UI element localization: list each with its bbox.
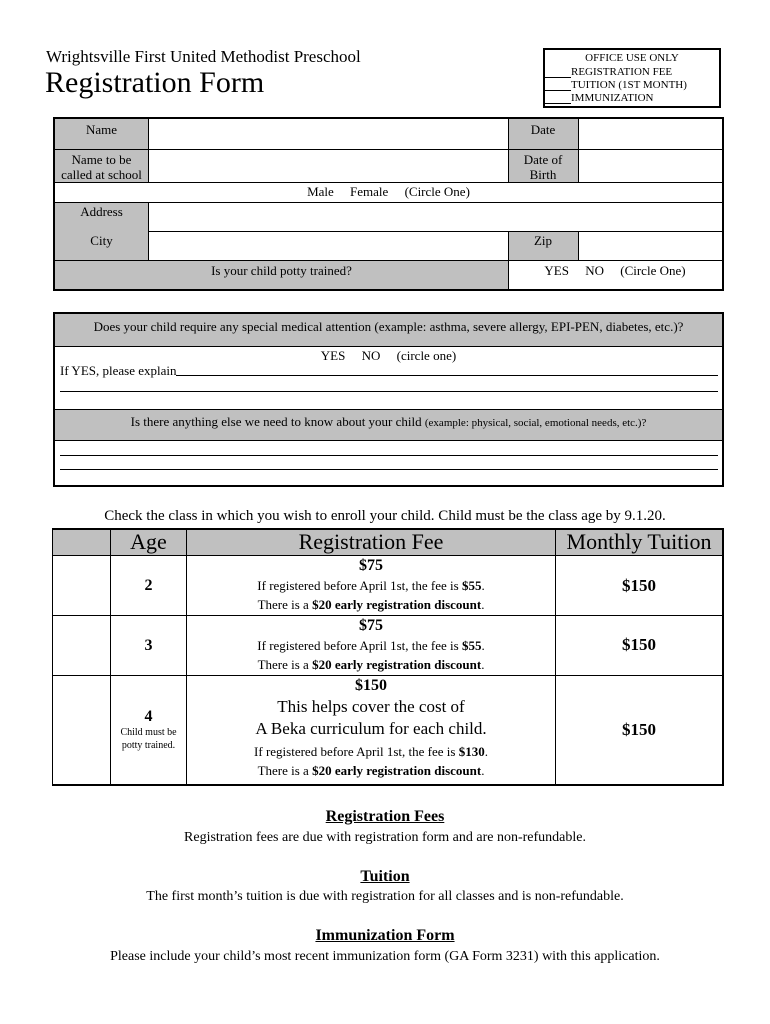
tuition-heading: Tuition bbox=[360, 868, 410, 885]
name-label: Name bbox=[85, 122, 118, 137]
tuition-cell: $150 bbox=[622, 720, 656, 739]
class-check-cell[interactable] bbox=[53, 676, 110, 784]
potty-answer: YES NO (Circle One) bbox=[544, 263, 686, 278]
office-use-item: TUITION (1ST MONTH) bbox=[545, 79, 687, 91]
child-info-table bbox=[53, 117, 724, 291]
zip-field[interactable] bbox=[579, 232, 722, 260]
other-answer-lines[interactable] bbox=[60, 441, 718, 481]
age-cell: 2 bbox=[144, 577, 153, 594]
medical-explain-line[interactable] bbox=[60, 363, 718, 379]
registration-fees-text: Registration fees are due with registration form and are non-refundable. bbox=[184, 830, 586, 845]
city-label: City bbox=[90, 233, 113, 248]
address-field[interactable] bbox=[149, 203, 722, 231]
address-label: Address bbox=[80, 204, 123, 219]
gender-choice: Male Female (Circle One) bbox=[307, 184, 470, 199]
other-question: Is there anything else we need to know about your child (example: physical, social, emotional needs, etc.)? bbox=[130, 414, 647, 429]
office-use-box bbox=[543, 48, 721, 108]
medical-table bbox=[53, 312, 724, 487]
fee-cell: $150 This helps cover the cost of A Beka curriculum for each child. If registered before April 1st, the fee is $130. There is a $20 early registration discount. bbox=[254, 677, 488, 778]
age-cell: 4 Child must be potty trained. bbox=[120, 708, 177, 751]
fee-cell: $75 If registered before April 1st, the fee is $55. There is a $20 early registration discount. bbox=[257, 557, 485, 612]
fee-header: Registration Fee bbox=[298, 529, 444, 554]
dob-field[interactable] bbox=[579, 150, 722, 182]
class-table bbox=[52, 528, 724, 785]
medical-yesno: YES NO (circle one) bbox=[320, 348, 457, 363]
enroll-instruction: Check the class in which you wish to enroll your child. Child must be the class age by 9.1.20. bbox=[104, 508, 666, 524]
office-use-title: OFFICE USE ONLY bbox=[585, 52, 679, 64]
age-cell: 3 bbox=[144, 637, 153, 654]
city-field[interactable] bbox=[149, 232, 507, 260]
page-title: Registration Form bbox=[45, 66, 265, 99]
medical-explain-label: If YES, please explain bbox=[60, 363, 177, 378]
dob-label: Date of Birth bbox=[523, 152, 563, 182]
name-field[interactable] bbox=[149, 119, 507, 149]
fee-cell: $75 If registered before April 1st, the fee is $55. There is a $20 early registration discount. bbox=[257, 617, 485, 672]
office-use-item: REGISTRATION FEE bbox=[545, 66, 672, 78]
org-name: Wrightsville First United Methodist Preschool bbox=[46, 47, 361, 66]
class-check-cell[interactable] bbox=[53, 616, 110, 675]
called-name-field[interactable] bbox=[149, 150, 507, 182]
zip-label: Zip bbox=[533, 233, 553, 248]
immunization-text: Please include your child’s most recent immunization form (GA Form 3231) with this application. bbox=[110, 949, 660, 964]
registration-fees-heading: Registration Fees bbox=[325, 808, 445, 825]
immunization-heading: Immunization Form bbox=[315, 927, 455, 944]
office-use-item: IMMUNIZATION bbox=[545, 92, 654, 104]
class-check-cell[interactable] bbox=[53, 556, 110, 615]
tuition-text: The first month’s tuition is due with registration for all classes and is non-refundable. bbox=[146, 889, 624, 904]
medical-question: Does your child require any special medical attention (example: asthma, severe allergy, EPI-PEN, diabetes, etc.)? bbox=[93, 319, 684, 334]
date-label: Date bbox=[530, 122, 556, 137]
potty-question: Is your child potty trained? bbox=[211, 263, 352, 278]
called-name-label: Name to be called at school bbox=[61, 152, 142, 182]
tuition-cell: $150 bbox=[622, 635, 656, 654]
date-field[interactable] bbox=[579, 119, 722, 149]
tuition-cell: $150 bbox=[622, 576, 656, 595]
age-header: Age bbox=[130, 529, 167, 554]
tuition-header: Monthly Tuition bbox=[566, 529, 712, 554]
